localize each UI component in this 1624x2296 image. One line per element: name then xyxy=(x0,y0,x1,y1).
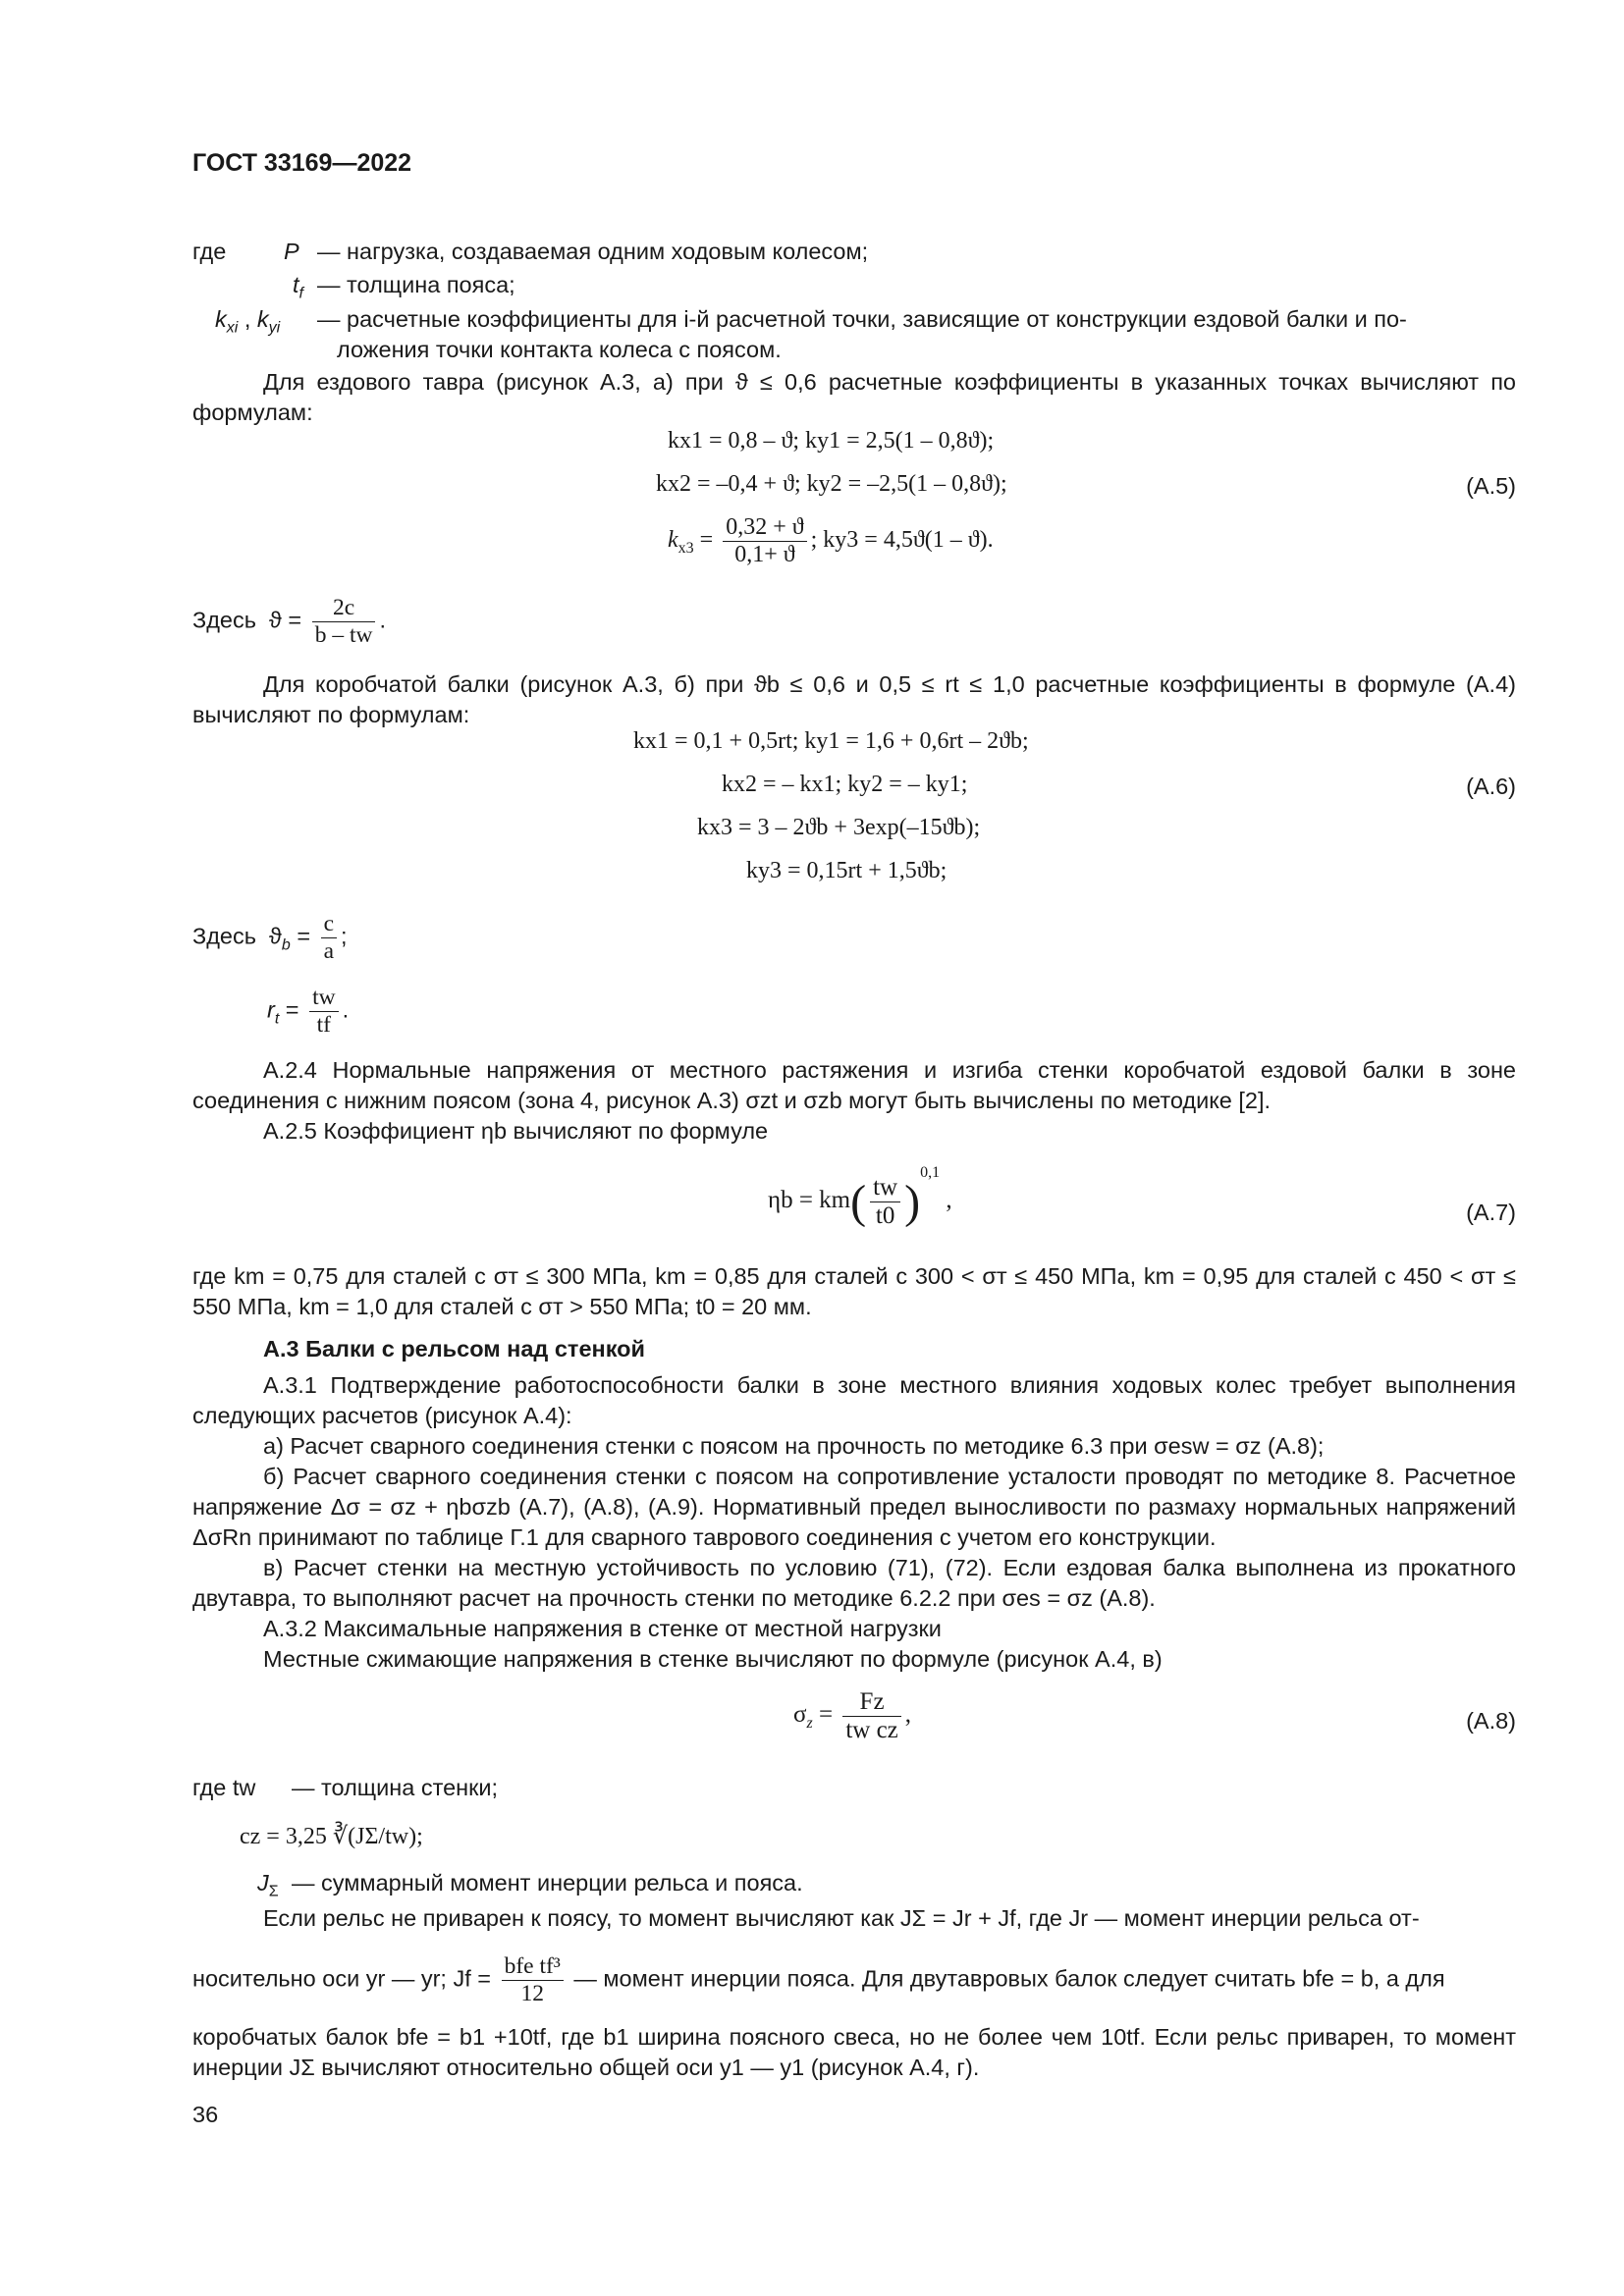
eq-a5-number: (А.5) xyxy=(1466,473,1516,499)
here-theta: Здесь ϑ = $\frac{2c}{b - tw}$ . xyxy=(192,595,386,648)
theta-b-num: c xyxy=(321,911,337,938)
paragraph-a31-a: а) Расчет сварного соединения стенки с поясом на прочность по методике 6.3 при σesw = σz (А.8); xyxy=(263,1433,1325,1459)
rt-num: tw xyxy=(309,985,339,1012)
paragraph-a31-c: в) Расчет стенки на местную устойчивость по условию (71), (72). Если ездовая балка выполнена из прокатного двутавра, то выполняют расчет на прочность стенки по методике 6.2.2 при σes = σz (А.8). xyxy=(192,1555,1516,1611)
paragraph-km-values: где km = 0,75 для сталей с σт ≤ 300 МПа, km = 0,85 для сталей с 300 < σт ≤ 450 МПа, km = 0,95 для сталей с 450 < σт ≤ 550 МПа, km = 1,0 для сталей с σт > 550 МПа; t0 = 20 мм. xyxy=(192,1263,1516,1319)
eq-a7: ηb = km( $\frac{tw}{t0}$ )$^{0,1}$ , xyxy=(768,1163,952,1229)
page-number: 36 xyxy=(192,2102,219,2127)
eq-a7-den: t0 xyxy=(875,1202,895,1229)
js-definition: — суммарный момент инерции рельса и пояса. xyxy=(292,1870,803,1896)
jf-line-start: носительно оси yr — yr; Jf = xyxy=(192,1965,492,1992)
p-symbol: P xyxy=(284,239,299,264)
paragraph-a25: А.2.5 Коэффициент ηb вычисляют по формуле xyxy=(263,1118,769,1144)
eq-a6-line3: kx3 = 3 – 2ϑb + 3exp(–15ϑb); xyxy=(697,815,981,840)
where-label: где xyxy=(192,239,227,264)
k-symbols: $k_{xi}$ , $k_{yi}$ xyxy=(215,306,281,337)
theta-den: b – tw xyxy=(314,622,373,648)
theta-num: 2c xyxy=(312,595,376,622)
cz-formula: cz = 3,25 ∛(JΣ/tw); xyxy=(240,1824,423,1849)
paragraph-box-beam: Для коробчатой балки (рисунок А.3, б) при ϑb ≤ 0,6 и 0,5 ≤ rt ≤ 1,0 расчетные коэффициенты в формуле (А.4) вычисляют по формулам: xyxy=(192,671,1516,727)
paragraph-rail-not-welded: Если рельс не приварен к поясу, то момент вычисляют как JΣ = Jr + Jf, где Jr — момент инерции рельса от- xyxy=(263,1905,1420,1931)
paragraph-jf-line xyxy=(192,1953,1445,2007)
tf-symbol: $t_f$ xyxy=(293,272,303,302)
here-rt: $r_t$ = $\frac{tw}{tf}$ . xyxy=(267,985,350,1038)
eq-a5-line3-rest: ; ky3 = 4,5ϑ(1 – ϑ). xyxy=(810,527,994,554)
jf-line-end: — момент инерции пояса. Для двутавровых балок следует считать bfe = b, а для xyxy=(573,1965,1445,1992)
tw-label: где tw xyxy=(192,1775,256,1800)
eq-a7-num: tw xyxy=(870,1174,900,1202)
p-definition: — нагрузка, создаваемая одним ходовым колесом; xyxy=(317,239,869,264)
doc-header: ГОСТ 33169—2022 xyxy=(192,149,412,177)
eq-a7-number: (А.7) xyxy=(1466,1200,1516,1225)
here-theta-b: Здесь $ϑ_b$ = $\frac{c}{a}$ ; xyxy=(192,911,348,964)
jf-den: 12 xyxy=(520,1981,544,2006)
paragraph-a32: А.3.2 Максимальные напряжения в стенке от местной нагрузки xyxy=(263,1616,942,1641)
eq-a8-den: tw cz xyxy=(845,1717,898,1743)
here-label: Здесь xyxy=(192,607,256,633)
eq-a8-number: (А.8) xyxy=(1466,1708,1516,1734)
eq-a6-line2: kx2 = – kx1; ky2 = – ky1; xyxy=(722,772,968,797)
paragraph-a31-b: б) Расчет сварного соединения стенки с поясом на сопротивление усталости проводят по методике 8. Расчетное напряжение Δσ = σz + ηbσzb (А.7), (А.8), (А.9). Нормативный предел выносливости по размаху нормальных напряжений ΔσRn принимают по таблице Г.1 для сварного таврового соединения с учетом его конструкции. xyxy=(192,1464,1516,1550)
eq-a6-number: (А.6) xyxy=(1466,774,1516,799)
paragraph-a32-local: Местные сжимающие напряжения в стенке вычисляют по формуле (рисунок А.4, в) xyxy=(263,1646,1163,1672)
eq-a7-lhs: ηb = km xyxy=(768,1187,851,1214)
k-definition-line1: — расчетные коэффициенты для i-й расчетной точки, зависящие от конструкции ездовой балки и по- xyxy=(317,306,1407,332)
k-definition-line2: ложения точки контакта колеса с поясом. xyxy=(337,337,782,362)
paragraph-a31: А.3.1 Подтверждение работоспособности балки в зоне местного влияния ходовых колес требует выполнения следующих расчетов (рисунок А.4): xyxy=(192,1372,1516,1428)
eq-a5-frac-num: 0,32 + ϑ xyxy=(723,514,806,542)
js-symbol: $J_\Sigma$ xyxy=(257,1870,279,1900)
eq-a7-power: 0,1 xyxy=(920,1163,941,1181)
rt-den: tf xyxy=(316,1012,331,1038)
tf-definition: — толщина пояса; xyxy=(317,272,515,297)
eq-a8: $\sigma_z$ = $\frac{Fz}{\text{tw cz}}$ , xyxy=(793,1688,912,1743)
paragraph-tee-beam: Для ездового тавра (рисунок А.3, а) при ϑ ≤ 0,6 расчетные коэффициенты в указанных точках вычисляют по формулам: xyxy=(192,369,1516,425)
eq-a5-frac-den: 0,1+ ϑ xyxy=(734,542,795,567)
section-heading-a3: А.3 Балки с рельсом над стенкой xyxy=(263,1336,645,1362)
eq-a5-line3: $k_{x3}$ = $\frac{0,32 + ϑ}{0,1+ ϑ}$ ; ky3 = 4,5ϑ(1 – ϑ). xyxy=(668,514,994,567)
here-label-2: Здесь xyxy=(192,923,256,949)
paragraph-a24: А.2.4 Нормальные напряжения от местного растяжения и изгиба стенки коробчатой ездовой балки в зоне соединения с нижним поясом (зона 4, рисунок А.3) σzt и σzb могут быть вычислены по методике [2]. xyxy=(192,1057,1516,1113)
eq-a5-line2: kx2 = –0,4 + ϑ; ky2 = –2,5(1 – 0,8ϑ); xyxy=(656,471,1007,497)
eq-a6-line1: kx1 = 0,1 + 0,5rt; ky1 = 1,6 + 0,6rt – 2ϑb; xyxy=(633,728,1029,754)
jf-num: bfe tf³ xyxy=(502,1953,564,1981)
paragraph-box-bfe: коробчатых балок bfe = b1 +10tf, где b1 ширина поясного свеса, но не более чем 10tf. Если рельс приварен, то момент инерции JΣ вычисляют относительно общей оси y1 — y1 (рисунок А.4, г). xyxy=(192,2024,1516,2080)
theta-b-den: a xyxy=(323,938,335,964)
eq-a5-line1: kx1 = 0,8 – ϑ; ky1 = 2,5(1 – 0,8ϑ); xyxy=(668,428,995,454)
eq-a8-num: Fz xyxy=(842,1688,900,1717)
eq-a6-line4: ky3 = 0,15rt + 1,5ϑb; xyxy=(746,858,947,883)
tw-definition: — толщина стенки; xyxy=(292,1775,499,1800)
